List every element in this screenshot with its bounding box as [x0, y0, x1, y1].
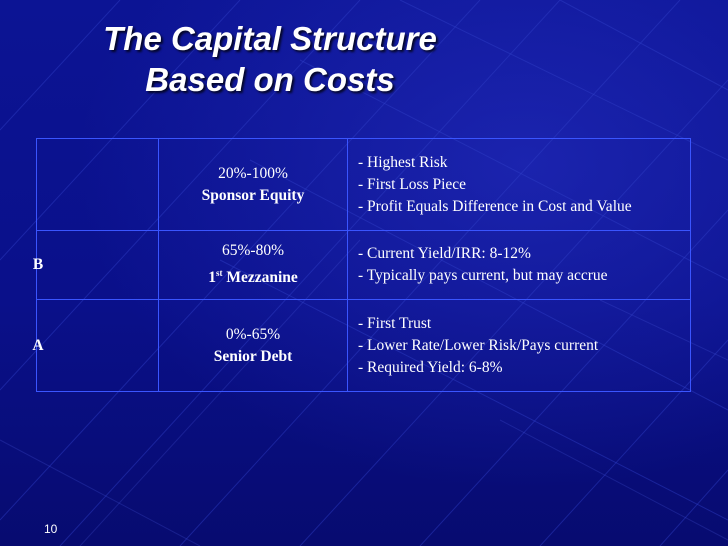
description-cell	[348, 300, 691, 392]
description-line: - Current Yield/IRR: 8-12%	[358, 245, 531, 262]
class-cell	[32, 300, 159, 392]
class-label: A	[32, 336, 44, 354]
description-line: - Profit Equals Difference in Cost and Value	[358, 197, 632, 215]
description-line: - Highest Risk	[358, 153, 448, 171]
description-line: - Required Yield: 6-8%	[358, 358, 503, 376]
tranche-name	[160, 262, 346, 289]
class-cell	[32, 231, 159, 300]
range-value: 65%-80%	[222, 242, 284, 260]
range-value: 20%-100%	[218, 164, 288, 182]
description-line: - Lower Rate/Lower Risk/Pays current	[358, 336, 599, 354]
range-cell	[159, 300, 348, 392]
title-line-1: The Capital Structure	[103, 20, 437, 57]
table-row	[37, 231, 691, 300]
tranche-superscript: st	[215, 268, 223, 279]
tranche-label-rest: Mezzanine	[222, 269, 298, 287]
description-line: - First Trust	[358, 314, 432, 332]
description-line: - First Loss Piece	[358, 175, 467, 193]
slide-title	[0, 18, 540, 100]
tranche-name	[160, 346, 346, 368]
description-cell	[348, 231, 691, 300]
tranche-label: 1	[208, 269, 216, 287]
tranche-label: Senior Debt	[213, 347, 293, 365]
class-cell	[37, 139, 159, 231]
description-line: - Typically pays current, but may accrue	[358, 267, 608, 284]
page-number: 10	[44, 522, 58, 536]
table-row	[37, 300, 691, 392]
description-cell	[348, 139, 691, 231]
capital-structure-table	[32, 138, 691, 392]
range-cell	[159, 231, 348, 300]
title-line-2: Based on Costs	[145, 61, 395, 98]
table-row	[37, 139, 691, 231]
range-value: 0%-65%	[225, 325, 281, 343]
tranche-name	[160, 185, 346, 207]
class-label: B	[32, 256, 44, 273]
tranche-label: Sponsor Equity	[201, 186, 305, 204]
range-cell	[159, 139, 348, 231]
